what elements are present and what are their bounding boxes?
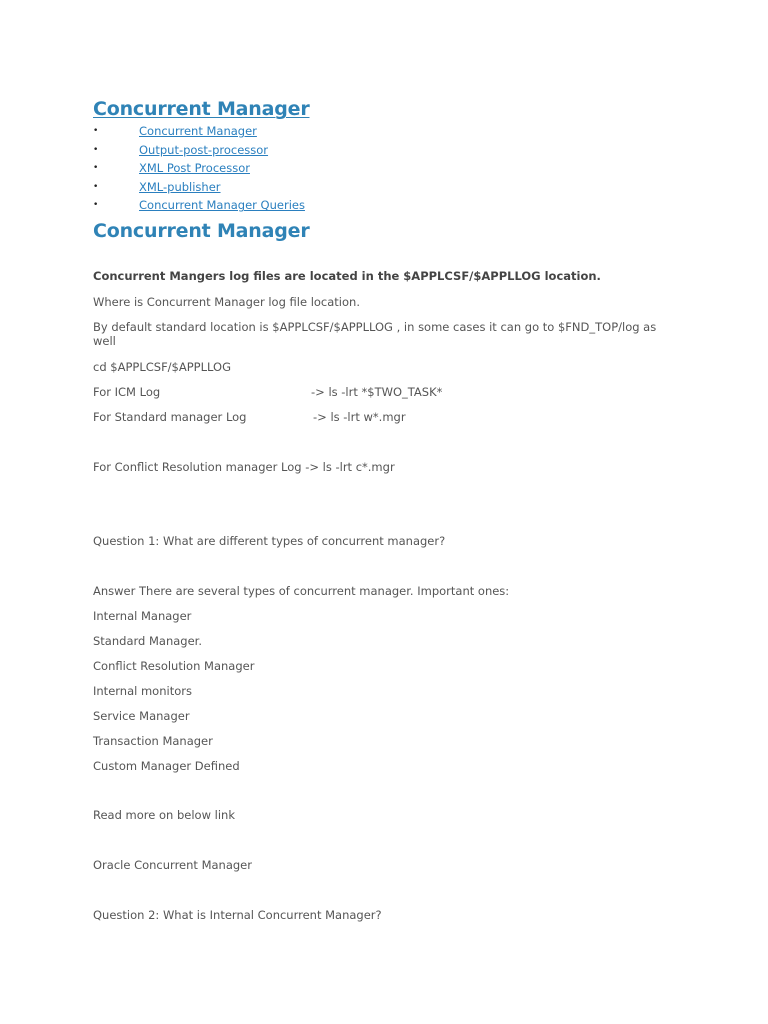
bullet-icon: • [93,163,99,174]
toc-link-xml-post-processor[interactable]: XML Post Processor [139,161,250,176]
answer-intro: Answer There are several types of concurrent manager. Important ones: [93,584,510,598]
toc-link-output-post-processor[interactable]: Output-post-processor [139,142,269,157]
intro-bold-text: Concurrent Mangers log files are located in the $APPLCSF/$APPLLOG location. [93,269,601,283]
toc-title[interactable]: Concurrent Manager [93,98,310,120]
toc-item [93,178,673,197]
manager-type-service: Service Manager [93,709,190,723]
toc-item [93,159,673,178]
toc-item [93,141,673,160]
toc-item [93,122,673,141]
toc-link-concurrent-manager-queries[interactable]: Concurrent Manager Queries [139,198,305,213]
manager-type-conflict-resolution: Conflict Resolution Manager [93,659,255,673]
standard-log-label: For Standard manager Log [93,410,247,424]
document-page [93,96,673,922]
bullet-icon: • [93,181,99,192]
toc-link-xml-publisher[interactable]: XML-publisher [139,179,221,194]
toc-item [93,196,673,215]
section-heading: Concurrent Manager [93,220,310,242]
default-location-text: By default standard location is $APPLCSF/$APPLLOG , in some cases it can go to $FND_TOP/log as well [93,320,657,348]
manager-type-internal: Internal Manager [93,609,192,623]
question-2: Question 2: What is Internal Concurrent Manager? [93,908,382,922]
standard-log-command: -> ls -lrt w*.mgr [313,410,406,424]
bullet-icon: • [93,200,99,211]
conflict-log-line: For Conflict Resolution manager Log -> ls -lrt c*.mgr [93,460,395,474]
table-of-contents [93,122,673,215]
toc-link-concurrent-manager[interactable]: Concurrent Manager [139,124,257,138]
icm-log-label: For ICM Log [93,385,161,399]
manager-type-transaction: Transaction Manager [93,734,213,748]
bullet-icon: • [93,144,99,155]
manager-type-internal-monitors: Internal monitors [93,684,192,698]
bullet-icon: • [93,126,99,136]
cd-command: cd $APPLCSF/$APPLLOG [93,360,231,374]
question-1: Question 1: What are different types of concurrent manager? [93,534,446,548]
read-more-text: Read more on below link [93,808,235,822]
icm-log-command: -> ls -lrt *$TWO_TASK* [311,385,443,399]
manager-type-standard: Standard Manager. [93,634,202,648]
oracle-concurrent-manager-link[interactable]: Oracle Concurrent Manager [93,858,252,872]
where-line: Where is Concurrent Manager log file location. [93,295,360,309]
manager-type-custom: Custom Manager Defined [93,759,240,773]
